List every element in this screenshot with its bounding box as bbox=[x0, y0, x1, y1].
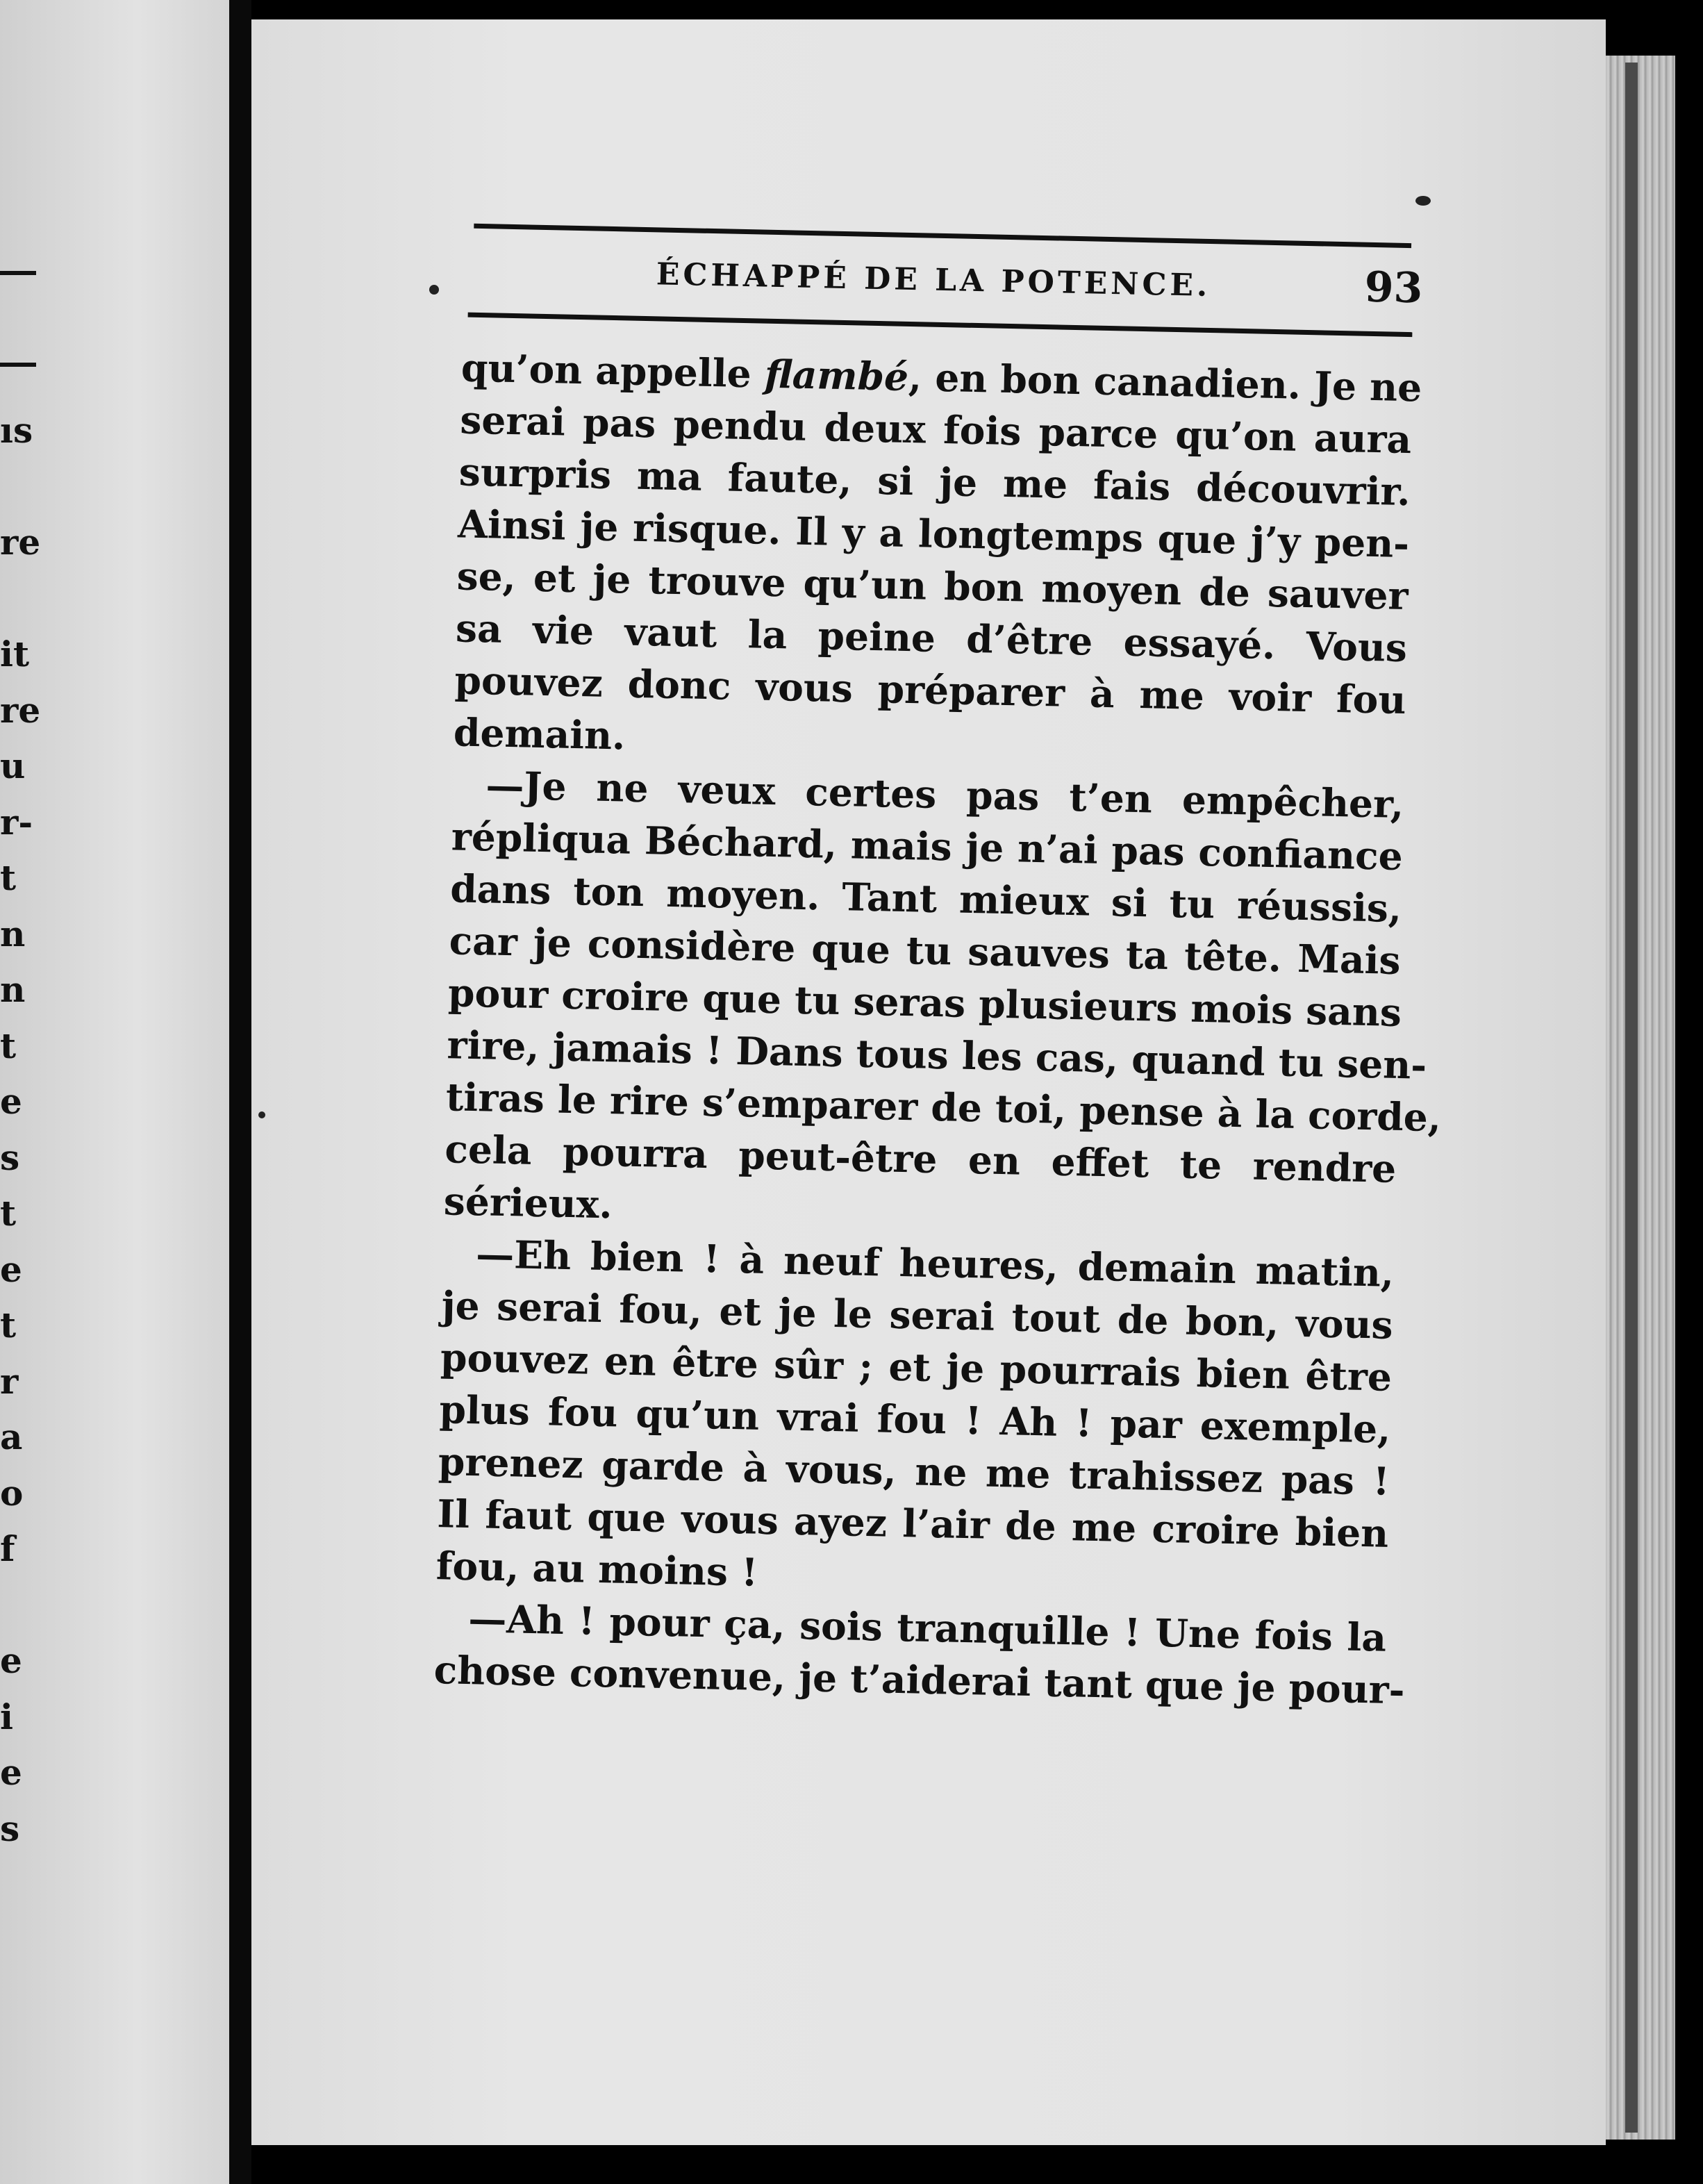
text-line: plus fou qu’un vrai fou ! Ah ! par exemple, bbox=[438, 1387, 1392, 1452]
text-line: rire, jamais ! Dans tous les cas, quand tu sen- bbox=[446, 1022, 1427, 1088]
page-edges-shadow bbox=[1625, 63, 1638, 2133]
text-line: surpris ma faute, si je me fais découvrir. bbox=[458, 449, 1411, 515]
fragment-line: i bbox=[0, 1696, 13, 1737]
fragment-line: t bbox=[0, 857, 17, 898]
body-text bbox=[433, 341, 1442, 1715]
fragment-line: r bbox=[0, 1360, 19, 1402]
left-page-rule-top bbox=[0, 271, 36, 275]
header-rule-bottom bbox=[468, 313, 1413, 337]
text-line: Il faut que vous ayez l’air de me croire bien bbox=[436, 1491, 1389, 1556]
fragment-line: s bbox=[0, 1807, 20, 1849]
fragment-line: e bbox=[0, 1248, 22, 1290]
text-line: pouvez en être sûr ; et je pourrais bien être bbox=[440, 1334, 1393, 1400]
text-line: je serai fou, et je le serai tout de bon, vous bbox=[441, 1282, 1394, 1348]
scan-speck bbox=[258, 1111, 265, 1118]
fragment-line: re bbox=[0, 522, 41, 563]
fragment-line bbox=[0, 1578, 42, 1634]
text-line: —Eh bien ! à neuf heures, demain matin, bbox=[475, 1231, 1395, 1296]
text-line: Ainsi je risque. Il y a longtemps que j’y pen- bbox=[457, 501, 1410, 567]
italic-word: flambé bbox=[764, 351, 909, 399]
fragment-line: e bbox=[0, 1640, 22, 1681]
text-line: fou, au moins ! bbox=[435, 1543, 758, 1595]
fragment-line: re bbox=[0, 689, 41, 731]
page-edges bbox=[1606, 56, 1675, 2140]
previous-page bbox=[0, 0, 229, 2184]
running-head-title: ÉCHAPPÉ DE LA POTENCE. bbox=[656, 256, 1211, 304]
fragment-line: it bbox=[0, 634, 30, 675]
left-page-rule-bottom bbox=[0, 363, 36, 367]
text-line: dans ton moyen. Tant mieux si tu réussis, bbox=[449, 866, 1402, 931]
fragment-line: t bbox=[0, 1193, 17, 1234]
fragment-line: r- bbox=[0, 801, 33, 843]
fragment-line: e bbox=[0, 1752, 22, 1793]
text-line: prenez garde à vous, ne me trahissez pas ! bbox=[438, 1439, 1390, 1504]
page-content bbox=[411, 236, 1442, 1713]
text-line: pour croire que tu seras plusieurs mois sans bbox=[447, 970, 1402, 1036]
scan-speck bbox=[1415, 196, 1431, 206]
fragment-line: e bbox=[0, 1081, 22, 1122]
fragment-line: s bbox=[0, 1136, 20, 1178]
text-line: demain. bbox=[453, 709, 626, 759]
text-line: pouvez donc vous préparer à me voir fou bbox=[454, 657, 1407, 723]
fragment-line: ıs bbox=[0, 410, 33, 451]
text-line: se, et je trouve qu’un bon moyen de sauver bbox=[456, 553, 1409, 619]
text-line: car je considère que tu sauves ta tête. Mais bbox=[449, 918, 1402, 983]
text-line: sa vie vaut la peine d’être essayé. Vous bbox=[455, 605, 1408, 671]
page-number: 93 bbox=[1364, 263, 1423, 313]
book-gutter bbox=[229, 0, 251, 2184]
fragment-line: f bbox=[0, 1528, 15, 1569]
text-line: sérieux. bbox=[443, 1178, 613, 1227]
fragment-line bbox=[0, 571, 42, 627]
text-line: cela pourra peut-être en effet te rendre bbox=[444, 1126, 1397, 1191]
text-line: qu’on appelle flambé, en bon canadien. Je ne bbox=[460, 345, 1422, 411]
previous-page-text-fragments bbox=[0, 403, 42, 1857]
text-line: tiras le rire s’emparer de toi, pense à la corde, bbox=[445, 1074, 1442, 1141]
text-line: serai pas pendu deux fois parce qu’on aura bbox=[459, 397, 1412, 463]
text-line: répliqua Béchard, mais je n’ai pas confiance bbox=[451, 813, 1404, 879]
fragment-line: a bbox=[0, 1416, 23, 1457]
text-line: —Ah ! pour ça, sois tranquille ! Une fois la bbox=[467, 1596, 1387, 1660]
text-line: —Je ne veux certes pas t’en empêcher, bbox=[485, 762, 1404, 827]
fragment-line: t bbox=[0, 1305, 17, 1346]
fragment-line: u bbox=[0, 745, 26, 786]
text-line: chose convenue, je t’aiderai tant que je pour- bbox=[433, 1647, 1406, 1713]
fragment-line bbox=[0, 459, 42, 515]
fragment-line: o bbox=[0, 1472, 24, 1514]
fragment-line: n bbox=[0, 913, 26, 954]
fragment-line: n bbox=[0, 969, 26, 1010]
fragment-line: t bbox=[0, 1025, 17, 1066]
